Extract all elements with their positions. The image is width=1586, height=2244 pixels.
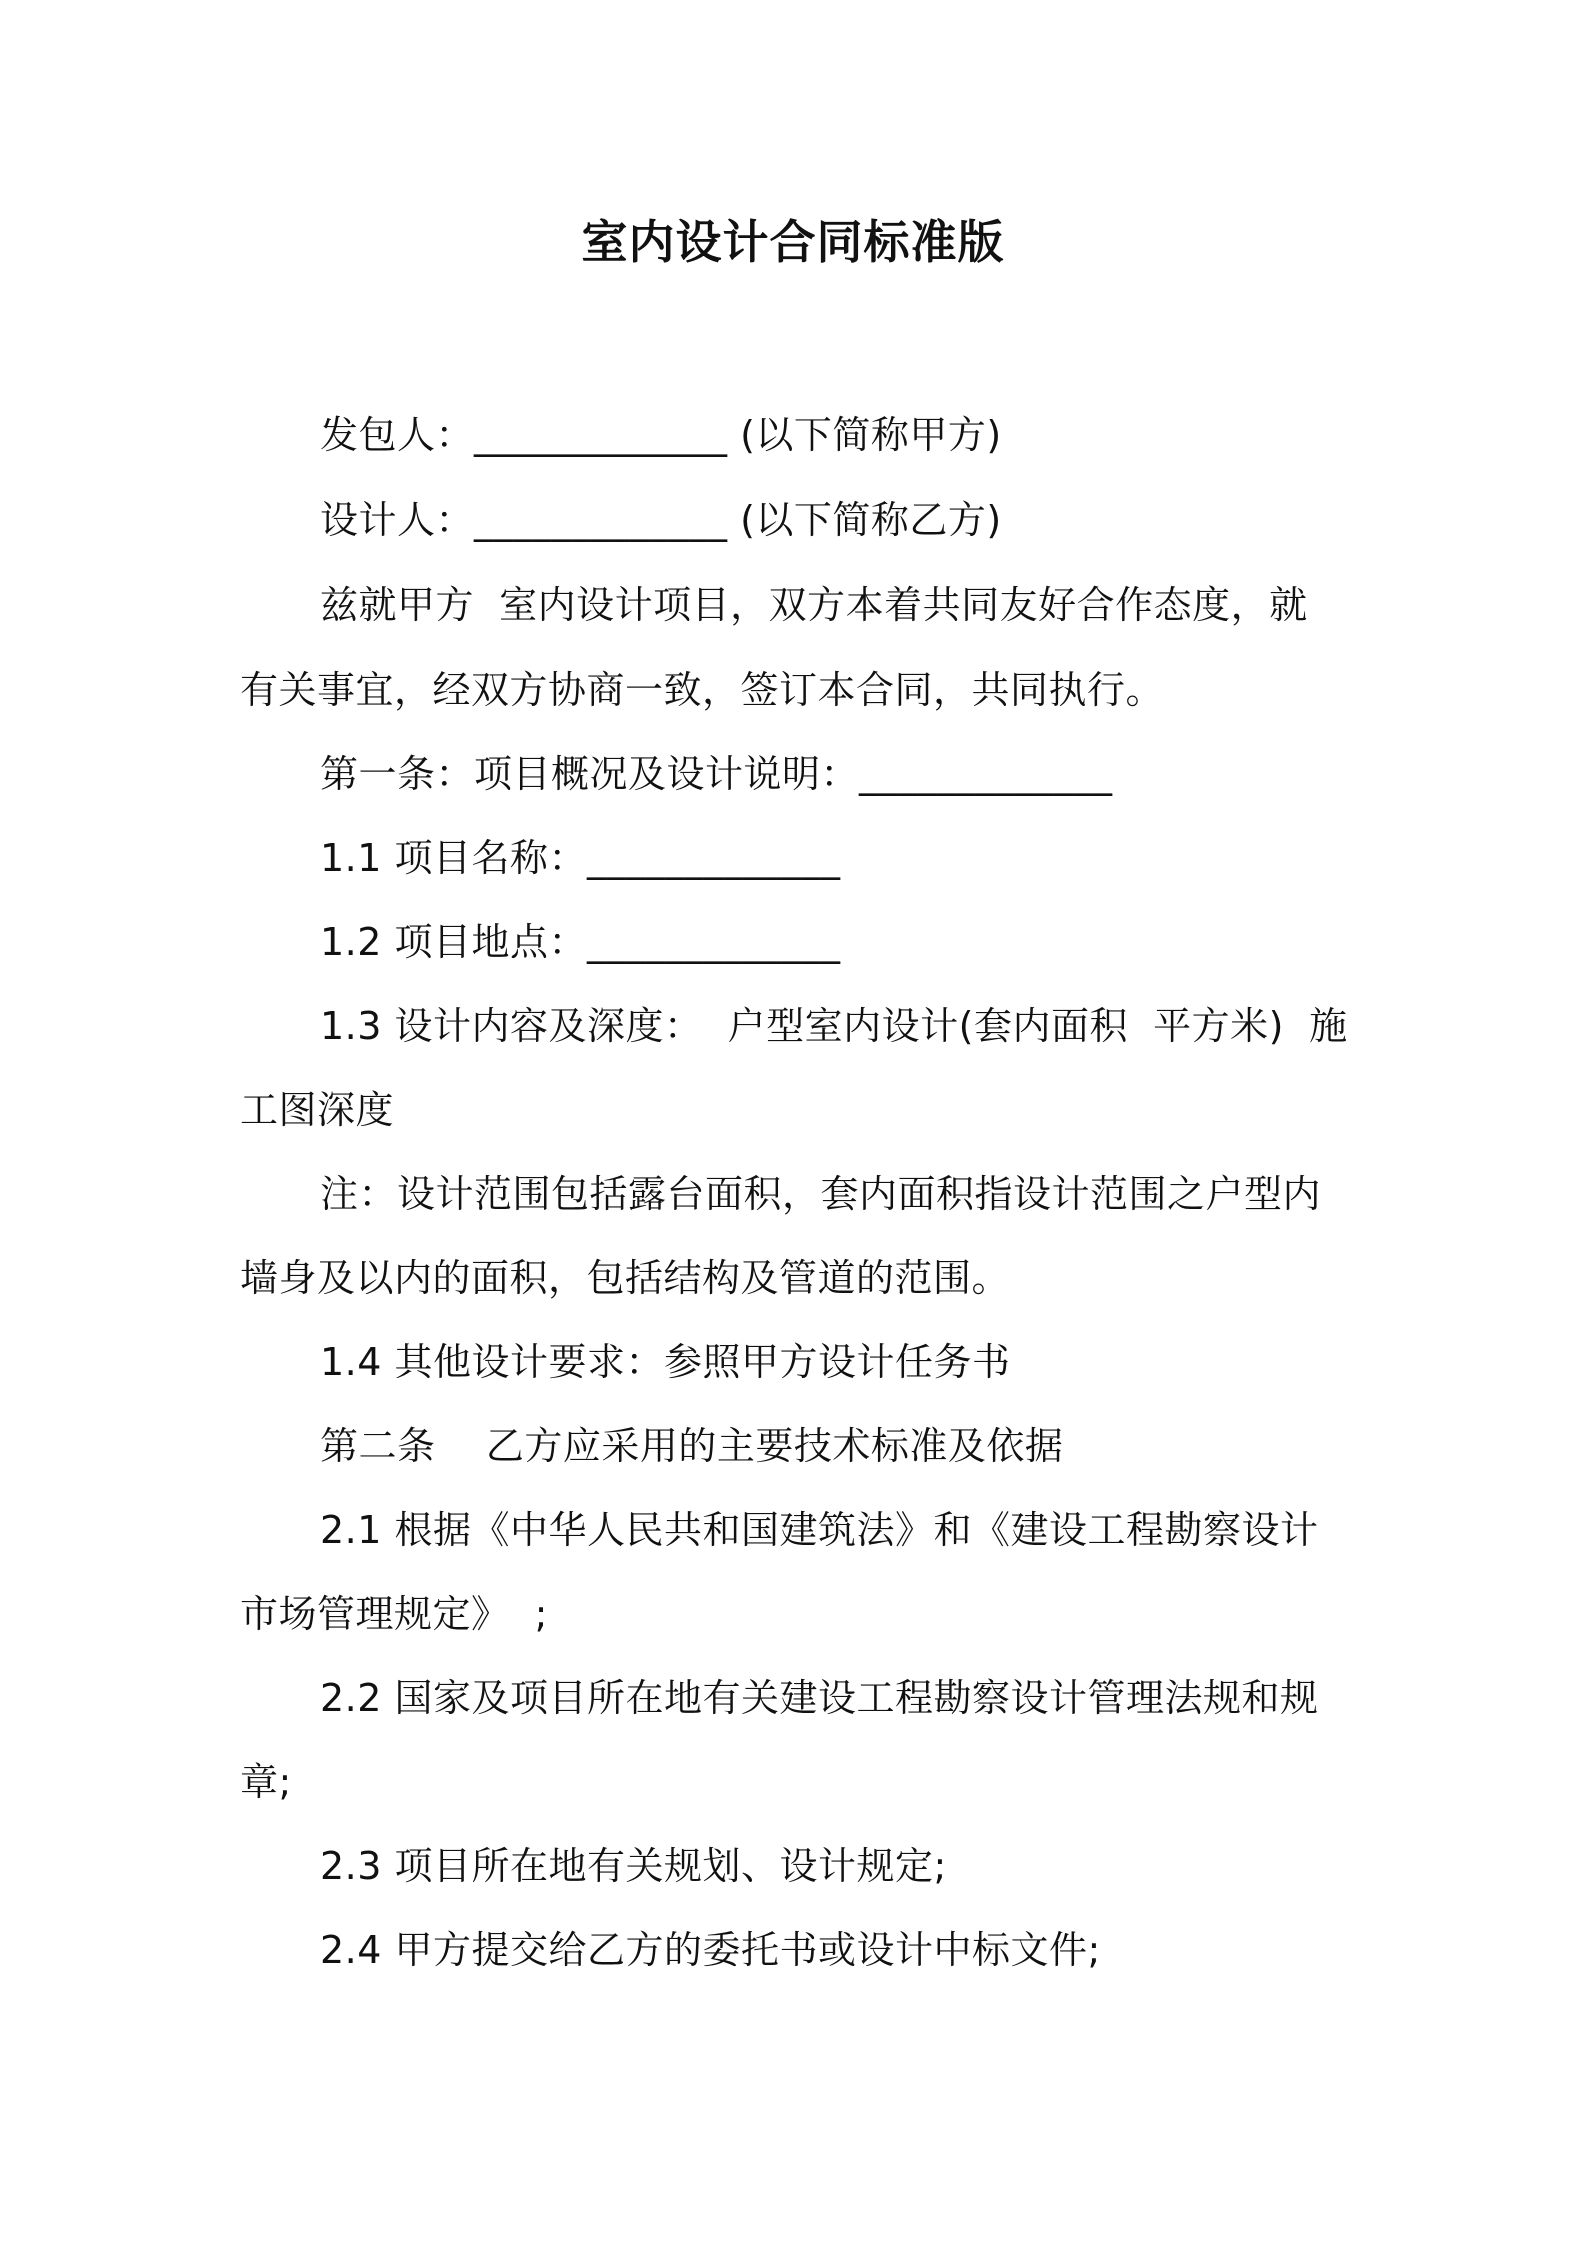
document-title: 室内设计合同标准版: [581, 215, 1005, 269]
preamble-line-2: 有关事宜，经双方协商一致，签订本合同，共同执行。: [240, 668, 1165, 712]
note-line-2: 墙身及以内的面积，包括结构及管道的范围。: [240, 1256, 1011, 1300]
clause-1-3-line-1: 1.3 设计内容及深度： 户型室内设计(套内面积 平方米) 施: [320, 1004, 1348, 1048]
clause-2-1-line-1: 2.1 根据《中华人民共和国建筑法》和《建设工程勘察设计: [320, 1508, 1319, 1552]
party-b-line: 设计人：_____________ (以下简称乙方): [320, 498, 1002, 542]
clause-2-4: 2.4 甲方提交给乙方的委托书或设计中标文件;: [320, 1928, 1101, 1972]
preamble-line-1: 兹就甲方 室内设计项目，双方本着共同友好合作态度，就: [320, 583, 1308, 627]
clause-2-2-line-2: 章;: [240, 1760, 292, 1804]
party-a-line: 发包人：_____________ (以下简称甲方): [320, 413, 1002, 457]
article-2-heading: 第二条 乙方应采用的主要技术标准及依据: [320, 1424, 1064, 1468]
clause-1-3-line-2: 工图深度: [240, 1088, 395, 1132]
clause-1-1: 1.1 项目名称：_____________: [320, 836, 841, 880]
note-line-1: 注：设计范围包括露台面积，套内面积指设计范围之户型内: [320, 1172, 1322, 1216]
clause-1-2: 1.2 项目地点：_____________: [320, 920, 841, 964]
article-1-heading: 第一条：项目概况及设计说明：_____________: [320, 752, 1113, 796]
clause-2-1-line-2: 市场管理规定》 ;: [240, 1592, 548, 1636]
clause-2-3: 2.3 项目所在地有关规划、设计规定;: [320, 1844, 947, 1888]
clause-2-2-line-1: 2.2 国家及项目所在地有关建设工程勘察设计管理法规和规: [320, 1676, 1319, 1720]
clause-1-4: 1.4 其他设计要求：参照甲方设计任务书: [320, 1340, 1011, 1384]
